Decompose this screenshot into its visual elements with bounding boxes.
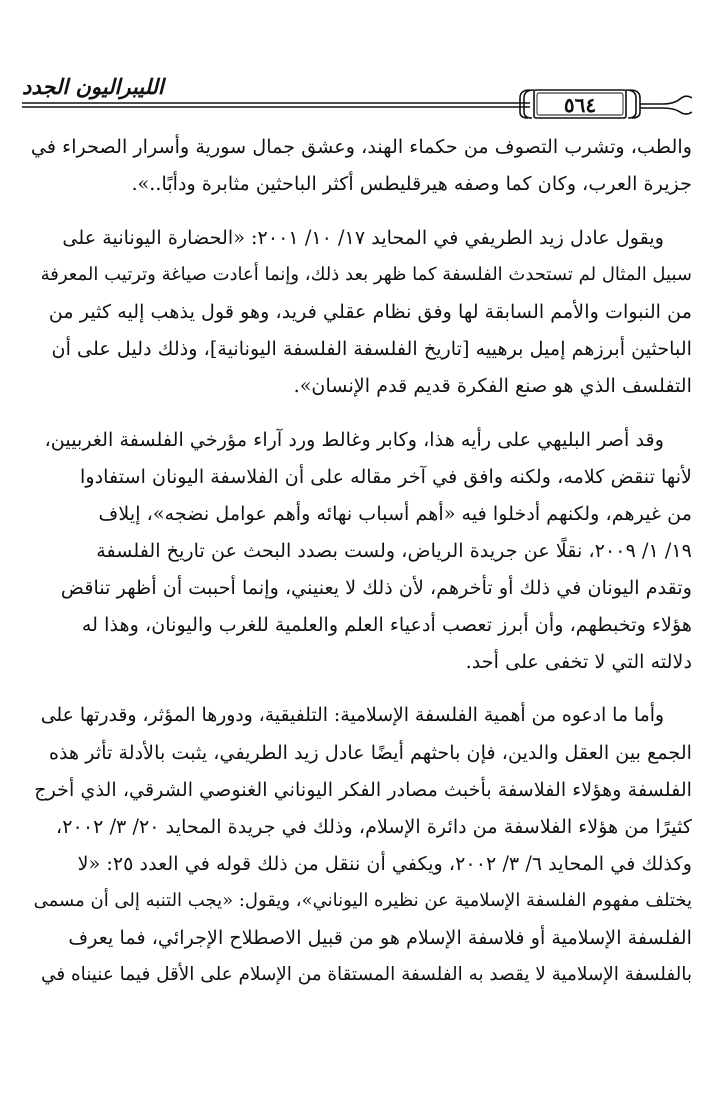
paragraph bbox=[28, 421, 692, 680]
running-title: الليبراليون الجدد bbox=[22, 75, 164, 99]
page-number: ٥٦٤ bbox=[563, 93, 597, 117]
text-line: جزيرة العرب، وكان كما وصفه هيرقليطس أكثر الباحثين مثابرة ودأبًا..». bbox=[131, 172, 692, 195]
body-text bbox=[28, 128, 692, 1010]
page-header bbox=[22, 68, 692, 120]
text-line: دلالته التي لا تخفى على أحد. bbox=[465, 650, 692, 673]
text-line: كثيرًا من هؤلاء الفلاسفة من دائرة الإسلام، وذلك في جريدة المحايد ٢٠/ ٣/ ٢٠٠٢، bbox=[56, 815, 692, 838]
paragraph bbox=[28, 697, 692, 993]
text-line: هؤلاء وتخبطهم، وأن أبرز تعصب أدعياء العلم والعلمية للغرب واليونان، وهذا له bbox=[81, 613, 692, 636]
text-line: التفلسف الذي هو صنع الفكرة قديم قدم الإنسان». bbox=[293, 374, 692, 397]
text-line: من النبوات والأمم السابقة لها وفق نظام عقلي فريد، وهو قول يذهب إليه كثير من bbox=[48, 300, 692, 323]
text-line: الجمع بين العقل والدين، فإن باحثهم أيضًا عادل زيد الطريفي، يثبت بالأدلة تأثر هذه bbox=[48, 741, 692, 764]
text-line: يختلف مفهوم الفلسفة الإسلامية عن نظيره اليوناني»، ويقول: «يجب التنبه إلى أن مسمى bbox=[33, 890, 692, 911]
text-line: الفلسفة الإسلامية أو فلاسفة الإسلام هو من قبيل الاصطلاح الإجرائي، فما يعرف bbox=[68, 926, 692, 949]
text-line: وكذلك في المحايد ٦/ ٣/ ٢٠٠٢، ويكفي أن ننقل من ذلك قوله في العدد ٢٥: «لا bbox=[77, 852, 692, 875]
text-line: وتقدم اليونان في ذلك أو تأخرهم، لأن ذلك لا يعنيني، وإنما أحببت أن أظهر تناقض bbox=[60, 576, 692, 599]
text-line: من غيرهم، ولكنهم أدخلوا فيه «أهم أسباب نهائه وأهم عوامل نضجه»، إيلاف bbox=[98, 502, 692, 525]
text-line: سبيل المثال لم تستحدث الفلسفة كما ظهر بعد ذلك، وإنما أعادت صياغة وترتيب المعرفة bbox=[40, 264, 692, 285]
text-line: لأنها تنقض كلامه، ولكنه وافق في آخر مقاله على أن الفلاسفة اليونان استفادوا bbox=[80, 465, 692, 488]
text-line: ويقول عادل زيد الطريفي في المحايد ١٧/ ١٠/ ٢٠٠١: «الحضارة اليونانية على bbox=[62, 226, 664, 249]
text-line: الباحثين أبرزهم إميل برهييه [تاريخ الفلسفة الفلسفة اليونانية]، وذلك دليل على أن bbox=[51, 337, 692, 360]
text-line: والطب، وتشرب التصوف من حكماء الهند، وعشق جمال سورية وأسرار الصحراء في bbox=[30, 135, 692, 158]
text-line: وقد أصر البليهي على رأيه هذا، وكابر وغالط ورد آراء مؤرخي الفلسفة الغربيين، bbox=[44, 428, 664, 451]
text-line: ١٩/ ١/ ٢٠٠٩، نقلًا عن جريدة الرياض، ولست بصدد البحث عن تاريخ الفلسفة bbox=[96, 539, 692, 562]
paragraph bbox=[28, 219, 692, 404]
text-line: وأما ما ادعوه من أهمية الفلسفة الإسلامية: التلفيقية، ودورها المؤثر، وقدرتها على bbox=[40, 705, 664, 726]
text-line: بالفلسفة الإسلامية لا يقصد به الفلسفة المستقاة من الإسلام على الأقل فيما عنيناه في bbox=[40, 964, 692, 985]
paragraph bbox=[28, 128, 692, 202]
text-line: الفلسفة وهؤلاء الفلاسفة بأخبث مصادر الفكر اليوناني الغنوصي الشرقي، الذي أخرج bbox=[34, 778, 692, 801]
